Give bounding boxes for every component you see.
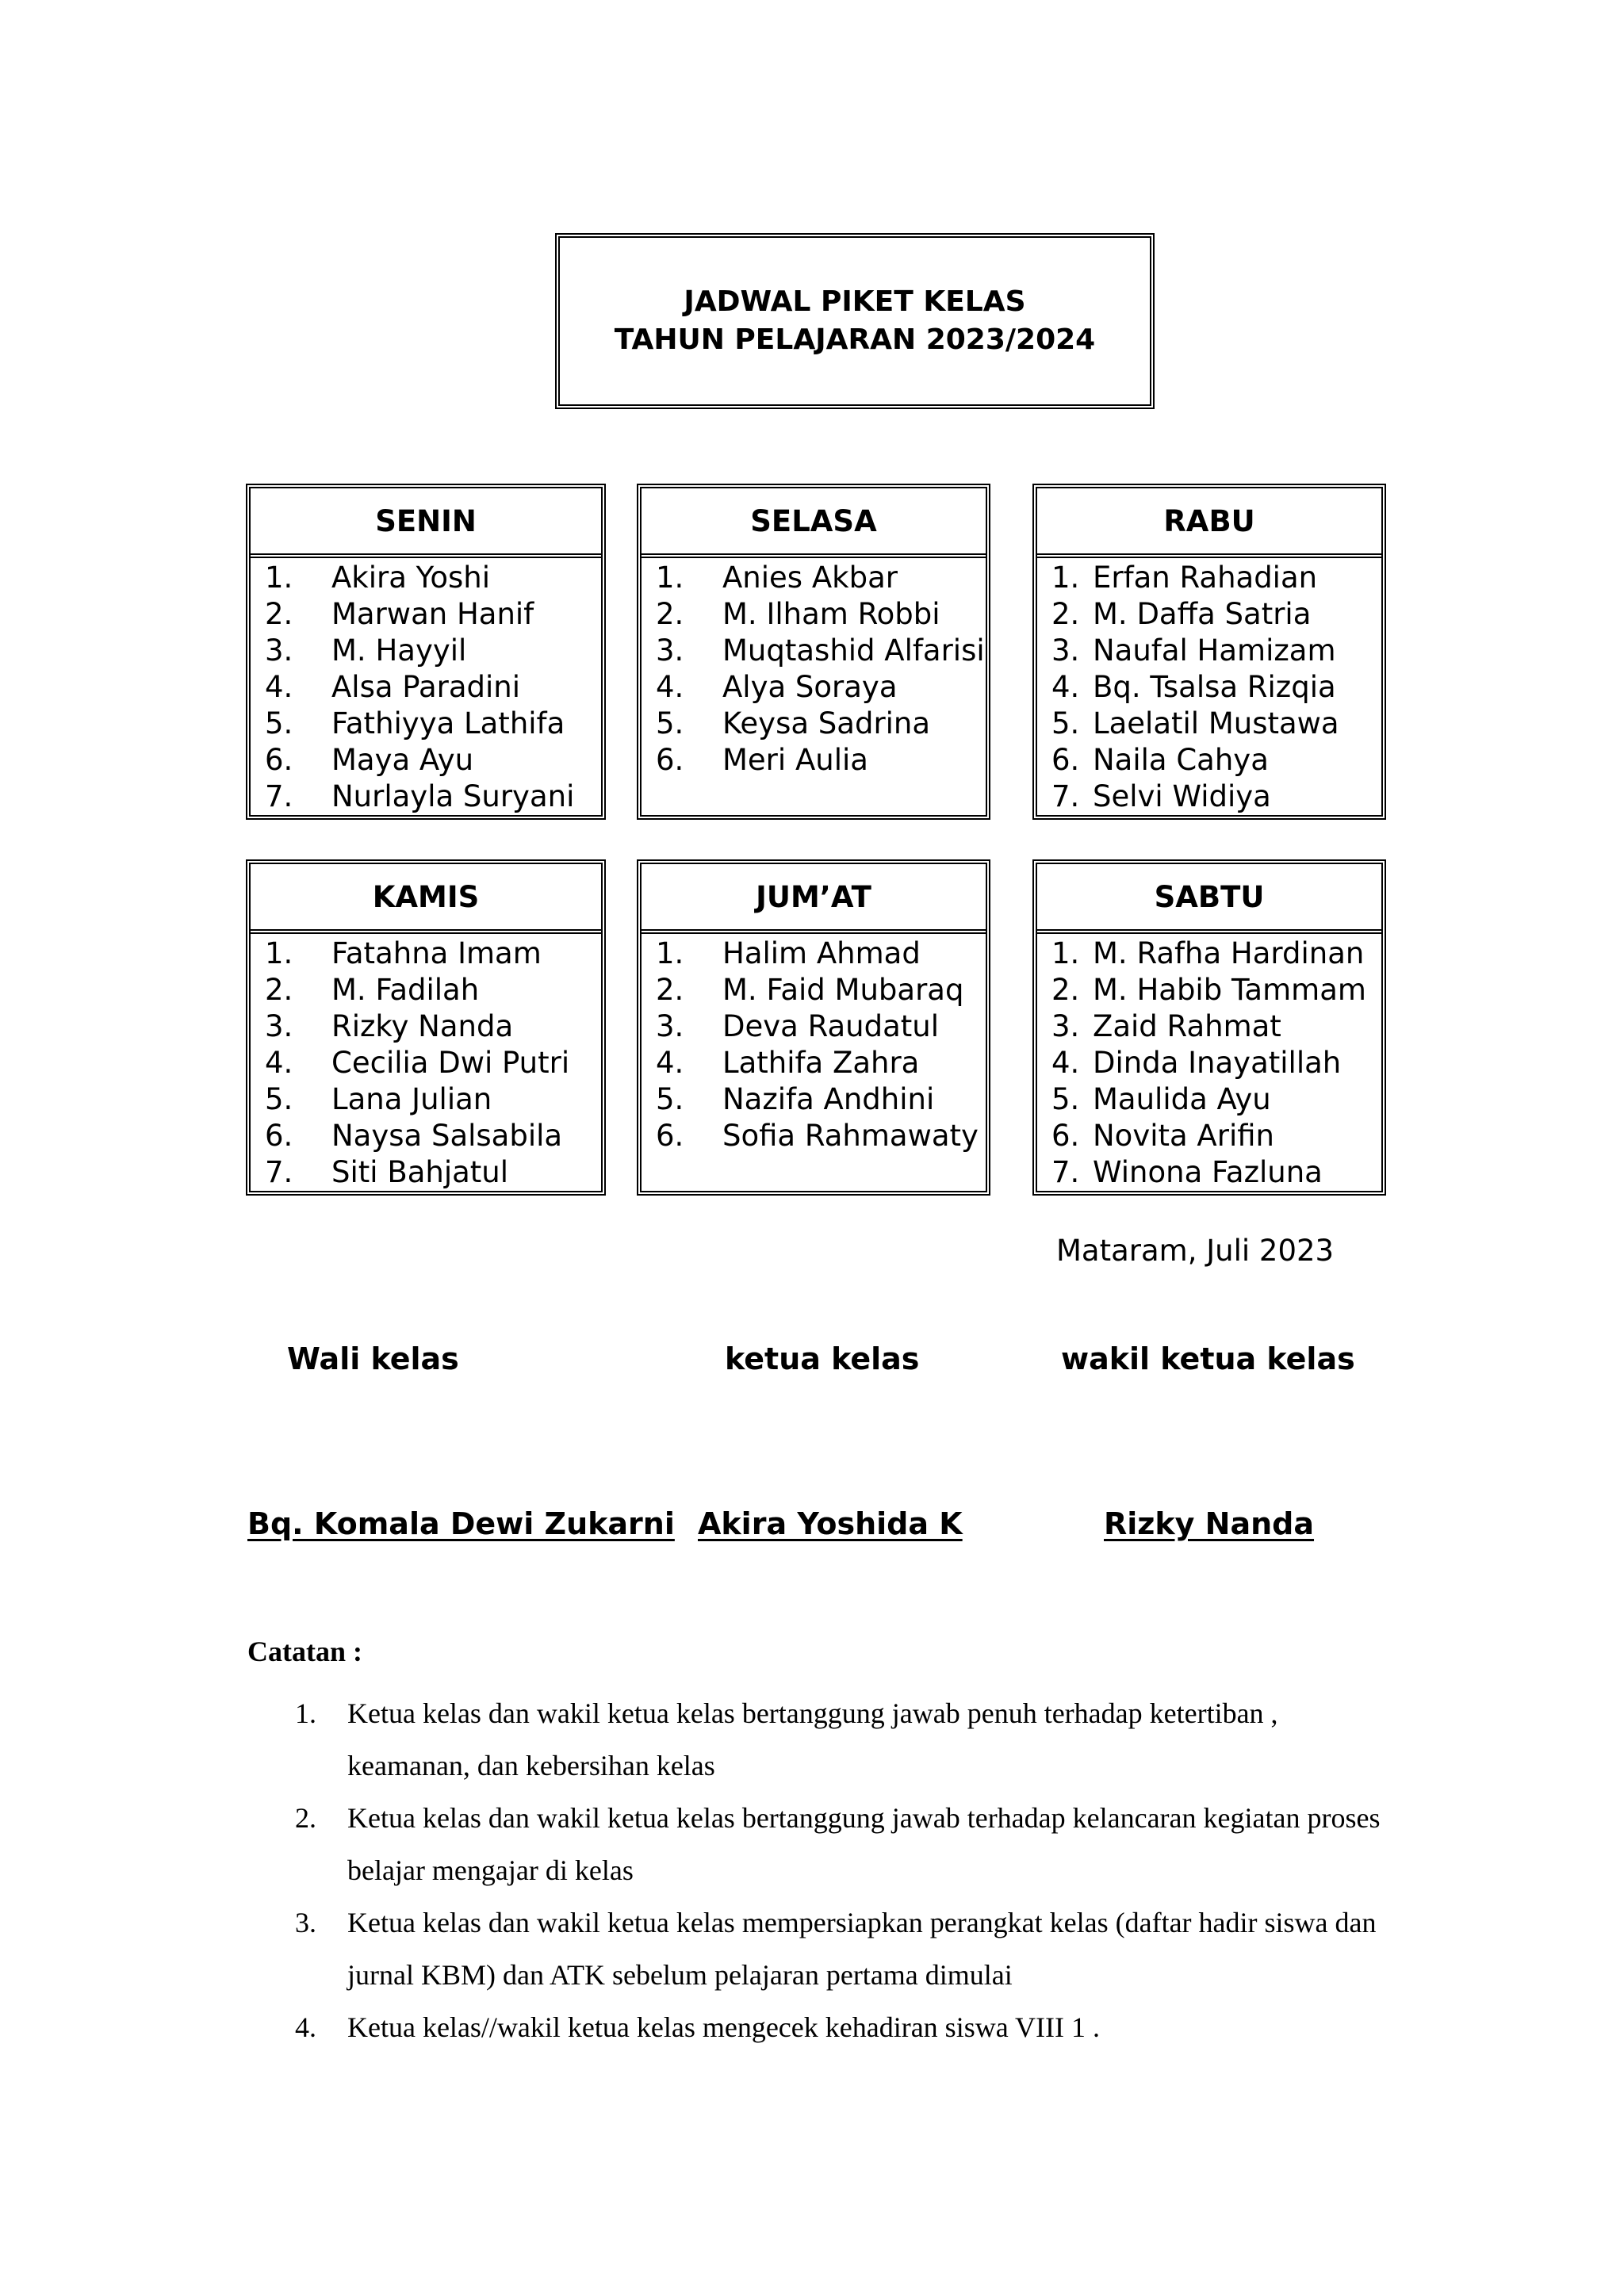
member-name: Nurlayla Suryani — [331, 779, 575, 813]
list-item — [656, 936, 986, 972]
member-name: Novita Arifin — [1093, 1119, 1274, 1153]
list-item — [265, 1118, 601, 1154]
list-number: 7. — [1051, 1155, 1080, 1189]
member-name: Naufal Hamizam — [1093, 633, 1336, 668]
member-name: Bq. Tsalsa Rizqia — [1093, 670, 1336, 704]
list-item — [656, 742, 986, 779]
signer-wakil-ketua-kelas: Rizky Nanda — [1104, 1506, 1315, 1541]
notes-title: Catatan : — [247, 1636, 362, 1667]
list-item — [265, 1081, 601, 1118]
member-name: Maya Ayu — [331, 743, 474, 777]
list-item — [265, 779, 601, 815]
member-name: M. Faid Mubaraq — [722, 973, 964, 1007]
list-number: 4. — [1051, 670, 1080, 704]
member-name: M. Daffa Satria — [1093, 597, 1312, 631]
list-number: 6. — [1051, 743, 1080, 777]
list-item — [1051, 706, 1381, 742]
member-name: M. Habib Tammam — [1093, 973, 1366, 1007]
day-header: SENIN — [251, 488, 601, 558]
member-list — [1037, 558, 1381, 815]
member-name: Winona Fazluna — [1093, 1155, 1323, 1189]
list-item — [656, 560, 986, 596]
list-number: 6. — [1051, 1119, 1080, 1153]
member-name: Akira Yoshi — [331, 561, 490, 595]
member-name: M. Hayyil — [331, 633, 467, 668]
signer-ketua-kelas: Akira Yoshida K — [698, 1506, 963, 1541]
member-list — [251, 934, 601, 1191]
member-name: Anies Akbar — [722, 561, 898, 595]
list-item — [265, 936, 601, 972]
list-number: 2. — [656, 973, 684, 1007]
member-name: Cecilia Dwi Putri — [331, 1046, 570, 1080]
list-number: 1. — [656, 561, 684, 595]
member-name: Marwan Hanif — [331, 597, 534, 631]
list-item — [1051, 669, 1381, 706]
list-item — [1051, 779, 1381, 815]
member-name: M. Fadilah — [331, 973, 480, 1007]
member-name: Sofia Rahmawaty — [722, 1119, 979, 1153]
list-item — [656, 1118, 986, 1154]
role-wakil-ketua-kelas: wakil ketua kelas — [1061, 1341, 1355, 1376]
list-item — [1051, 936, 1381, 972]
list-number: 6. — [265, 1119, 293, 1153]
note-item — [295, 1896, 1405, 2001]
list-number: 4. — [1051, 1046, 1080, 1080]
list-number: 2. — [265, 973, 293, 1007]
member-name: Nazifa Andhini — [722, 1082, 935, 1116]
role-ketua-kelas: ketua kelas — [725, 1341, 920, 1376]
day-box-rabu — [1032, 484, 1386, 820]
list-item — [656, 1008, 986, 1045]
list-number: 7. — [265, 779, 293, 813]
list-item — [1051, 1081, 1381, 1118]
signer-wali-kelas: Bq. Komala Dewi Zukarni — [247, 1506, 675, 1541]
list-item — [656, 669, 986, 706]
list-number: 3. — [656, 633, 684, 668]
member-name: Deva Raudatul — [722, 1009, 940, 1043]
member-list — [1037, 934, 1381, 1191]
note-item — [295, 1792, 1405, 1896]
list-item — [265, 706, 601, 742]
list-number: 3. — [656, 1009, 684, 1043]
member-name: Rizky Nanda — [331, 1009, 514, 1043]
member-name: Alya Soraya — [722, 670, 898, 704]
member-name: Naysa Salsabila — [331, 1119, 563, 1153]
list-number: 3. — [265, 1009, 293, 1043]
list-number: 3. — [265, 633, 293, 668]
list-item — [656, 596, 986, 633]
day-box-kamis — [246, 859, 606, 1196]
list-number: 2. — [1051, 973, 1080, 1007]
list-item — [1051, 1154, 1381, 1191]
list-number: 5. — [656, 706, 684, 740]
member-name: Fathiyya Lathifa — [331, 706, 565, 740]
note-text: Ketua kelas dan wakil ketua kelas mempersiapkan perangkat kelas (daftar hadir siswa dan jurnal KBM) dan ATK sebelum pelajaran pertama dimulai — [347, 1907, 1377, 1991]
note-number: 2. — [295, 1802, 316, 1834]
list-item — [1051, 596, 1381, 633]
list-number: 7. — [1051, 779, 1080, 813]
list-number: 5. — [656, 1082, 684, 1116]
list-item — [265, 633, 601, 669]
list-item — [656, 706, 986, 742]
list-number: 3. — [1051, 633, 1080, 668]
member-list — [642, 934, 986, 1191]
title-line-1: JADWAL PIKET KELAS — [684, 285, 1026, 318]
member-name: Fatahna Imam — [331, 936, 542, 970]
list-item — [265, 1008, 601, 1045]
day-box-jumat — [637, 859, 990, 1196]
note-item — [295, 2001, 1405, 2053]
member-name: M. Rafha Hardinan — [1093, 936, 1365, 970]
list-number: 4. — [656, 1046, 684, 1080]
member-name: Erfan Rahadian — [1093, 561, 1318, 595]
note-number: 3. — [295, 1907, 316, 1938]
title-box — [555, 233, 1155, 409]
note-text: Ketua kelas dan wakil ketua kelas bertanggung jawab terhadap kelancaran kegiatan proses belajar mengajar di kelas — [347, 1802, 1381, 1886]
list-number: 5. — [1051, 1082, 1080, 1116]
list-number: 5. — [1051, 706, 1080, 740]
list-item — [656, 1045, 986, 1081]
list-item — [656, 633, 986, 669]
note-text: Ketua kelas//wakil ketua kelas mengecek kehadiran siswa VIII 1 . — [347, 2011, 1100, 2043]
member-name: Muqtashid Alfarisi — [722, 633, 985, 668]
member-name: Alsa Paradini — [331, 670, 521, 704]
list-item — [265, 669, 601, 706]
list-number: 3. — [1051, 1009, 1080, 1043]
note-item — [295, 1687, 1405, 1792]
list-number: 2. — [265, 597, 293, 631]
list-item — [1051, 972, 1381, 1008]
role-wali-kelas: Wali kelas — [287, 1341, 459, 1376]
day-header: RABU — [1037, 488, 1381, 558]
list-number: 6. — [656, 1119, 684, 1153]
list-item — [265, 972, 601, 1008]
list-number: 1. — [265, 561, 293, 595]
list-number: 2. — [656, 597, 684, 631]
list-item — [1051, 560, 1381, 596]
member-name: Lathifa Zahra — [722, 1046, 920, 1080]
list-number: 1. — [656, 936, 684, 970]
day-header: JUM’AT — [642, 864, 986, 934]
list-number: 7. — [265, 1155, 293, 1189]
list-item — [265, 1045, 601, 1081]
list-number: 1. — [1051, 936, 1080, 970]
member-name: Laelatil Mustawa — [1093, 706, 1339, 740]
day-box-senin — [246, 484, 606, 820]
member-name: Keysa Sadrina — [722, 706, 931, 740]
list-item — [265, 560, 601, 596]
list-number: 4. — [265, 670, 293, 704]
day-header: SABTU — [1037, 864, 1381, 934]
list-item — [265, 596, 601, 633]
list-number: 5. — [265, 1082, 293, 1116]
list-item — [265, 742, 601, 779]
member-list — [251, 558, 601, 815]
list-number: 1. — [265, 936, 293, 970]
notes-list — [295, 1687, 1405, 2053]
note-number: 1. — [295, 1697, 316, 1729]
member-name: Halim Ahmad — [722, 936, 921, 970]
member-name: Naila Cahya — [1093, 743, 1269, 777]
member-name: Lana Julian — [331, 1082, 492, 1116]
list-number: 4. — [656, 670, 684, 704]
member-name: Zaid Rahmat — [1093, 1009, 1281, 1043]
list-item — [1051, 633, 1381, 669]
list-number: 6. — [656, 743, 684, 777]
list-number: 2. — [1051, 597, 1080, 631]
member-list — [642, 558, 986, 815]
list-item — [1051, 742, 1381, 779]
member-name: M. Ilham Robbi — [722, 597, 940, 631]
list-number: 4. — [265, 1046, 293, 1080]
member-name: Dinda Inayatillah — [1093, 1046, 1342, 1080]
member-name: Selvi Widiya — [1093, 779, 1271, 813]
member-name: Meri Aulia — [722, 743, 868, 777]
day-header: KAMIS — [251, 864, 601, 934]
list-item — [656, 972, 986, 1008]
list-item — [1051, 1045, 1381, 1081]
title-line-2: TAHUN PELAJARAN 2023/2024 — [614, 323, 1096, 356]
place-date: Mataram, Juli 2023 — [1056, 1234, 1335, 1268]
note-text: Ketua kelas dan wakil ketua kelas bertanggung jawab penuh terhadap ketertiban , keamanan, dan kebersihan kelas — [347, 1697, 1278, 1781]
member-name: Maulida Ayu — [1093, 1082, 1271, 1116]
list-number: 5. — [265, 706, 293, 740]
list-number: 1. — [1051, 561, 1080, 595]
day-box-sabtu — [1032, 859, 1386, 1196]
list-number: 6. — [265, 743, 293, 777]
list-item — [1051, 1118, 1381, 1154]
day-box-selasa — [637, 484, 990, 820]
list-item — [1051, 1008, 1381, 1045]
list-item — [656, 1081, 986, 1118]
note-number: 4. — [295, 2011, 316, 2043]
day-header: SELASA — [642, 488, 986, 558]
list-item — [265, 1154, 601, 1191]
member-name: Siti Bahjatul — [331, 1155, 509, 1189]
